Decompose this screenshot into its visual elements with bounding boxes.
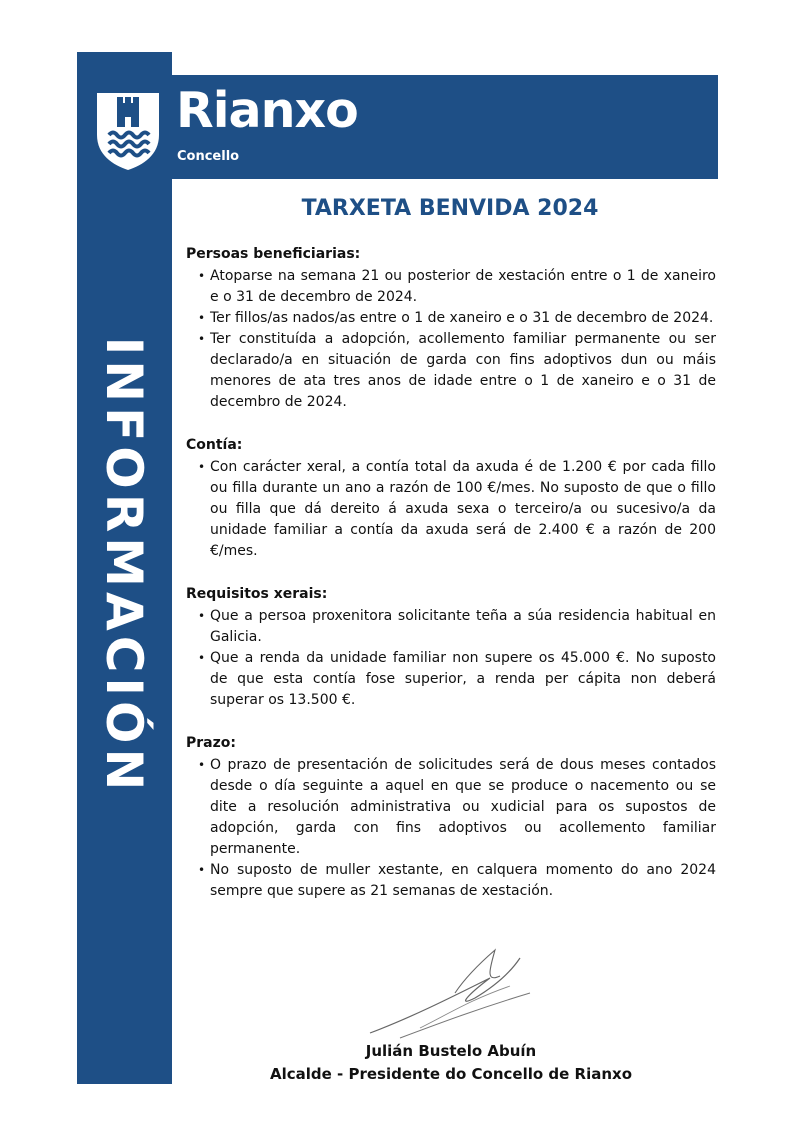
signer-name: Julián Bustelo Abuín	[365, 1042, 537, 1060]
list-item	[186, 606, 716, 648]
list-item-text: Con carácter xeral, a contía total da axuda é de 1.200 € por cada fillo ou filla durante un ano a razón de 100 €/mes. No suposto de que o fillo ou filla que dá dereito á axuda sexa o terceiro/a ou sucesivo/a da unidade familiar a contía da axuda será de 2.400 € a razón de 200 €/mes.	[210, 459, 716, 559]
signer-role: Alcalde - Presidente do Concello de Rianxo	[269, 1065, 632, 1083]
vertical-information-label: INFORMACIÓN	[95, 336, 153, 796]
bullet-icon: •	[198, 332, 206, 346]
list-item	[186, 329, 716, 413]
section-deadline	[186, 733, 716, 902]
bullet-icon: •	[198, 863, 206, 877]
header-band	[77, 75, 718, 179]
list-item-text: O prazo de presentación de solicitudes será de dous meses contados desde o día seguinte a aquel en que se produce o nacemento ou se dite a resolución administrativa ou xudicial para os supostos de adopción, garda con fins adoptivos ou acollemento familiar permanente.	[210, 757, 716, 857]
section-amount	[186, 435, 716, 562]
list-item	[186, 266, 716, 308]
signature-icon	[360, 938, 540, 1048]
brand-subtitle: Concello	[177, 149, 240, 164]
list-item	[186, 755, 716, 860]
section-heading: Requisitos xerais:	[186, 586, 328, 602]
list-item-text: Ter fillos/as nados/as entre o 1 de xaneiro e o 31 de decembro de 2024.	[210, 310, 714, 326]
list-item	[186, 457, 716, 562]
bullet-icon: •	[198, 311, 206, 325]
brand-name: Rianxo	[176, 82, 358, 139]
list-item-text: Que a persoa proxenitora solicitante teña a súa residencia habitual en Galicia.	[210, 608, 716, 645]
section-heading: Persoas beneficiarias:	[186, 246, 361, 262]
section-heading: Prazo:	[186, 735, 236, 751]
list-item-text: Ter constituída a adopción, acollemento familiar permanente ou ser declarado/a en situación de garda con fins adoptivos dun ou máis menores de ata tres anos de idade entre o 1 de xaneiro e o 31 de decembro de 2024.	[210, 331, 716, 410]
document-title: TARXETA BENVIDA 2024	[301, 196, 599, 221]
document-body	[186, 244, 716, 924]
list-item-text: Que a renda da unidade familiar non supere os 45.000 €. No suposto de que esta contía fose superior, a renda per cápita non deberá superar os 13.500 €.	[210, 650, 716, 708]
bullet-icon: •	[198, 460, 206, 474]
bullet-icon: •	[198, 651, 206, 665]
list-item	[186, 308, 716, 329]
castle-waves-crest-icon	[95, 91, 161, 171]
bullet-icon: •	[198, 609, 206, 623]
bullet-list	[186, 457, 716, 562]
list-item	[186, 648, 716, 711]
bullet-list	[186, 755, 716, 902]
bullet-icon: •	[198, 269, 206, 283]
list-item	[186, 860, 716, 902]
section-beneficiaries	[186, 244, 716, 413]
list-item-text: Atoparse na semana 21 ou posterior de xestación entre o 1 de xaneiro e o 31 de decembro de 2024.	[210, 268, 716, 305]
section-heading: Contía:	[186, 437, 243, 453]
section-requirements	[186, 584, 716, 711]
bullet-icon: •	[198, 758, 206, 772]
bullet-list	[186, 606, 716, 711]
bullet-list	[186, 266, 716, 413]
list-item-text: No suposto de muller xestante, en calquera momento do ano 2024 sempre que supere as 21 semanas de xestación.	[210, 862, 716, 899]
